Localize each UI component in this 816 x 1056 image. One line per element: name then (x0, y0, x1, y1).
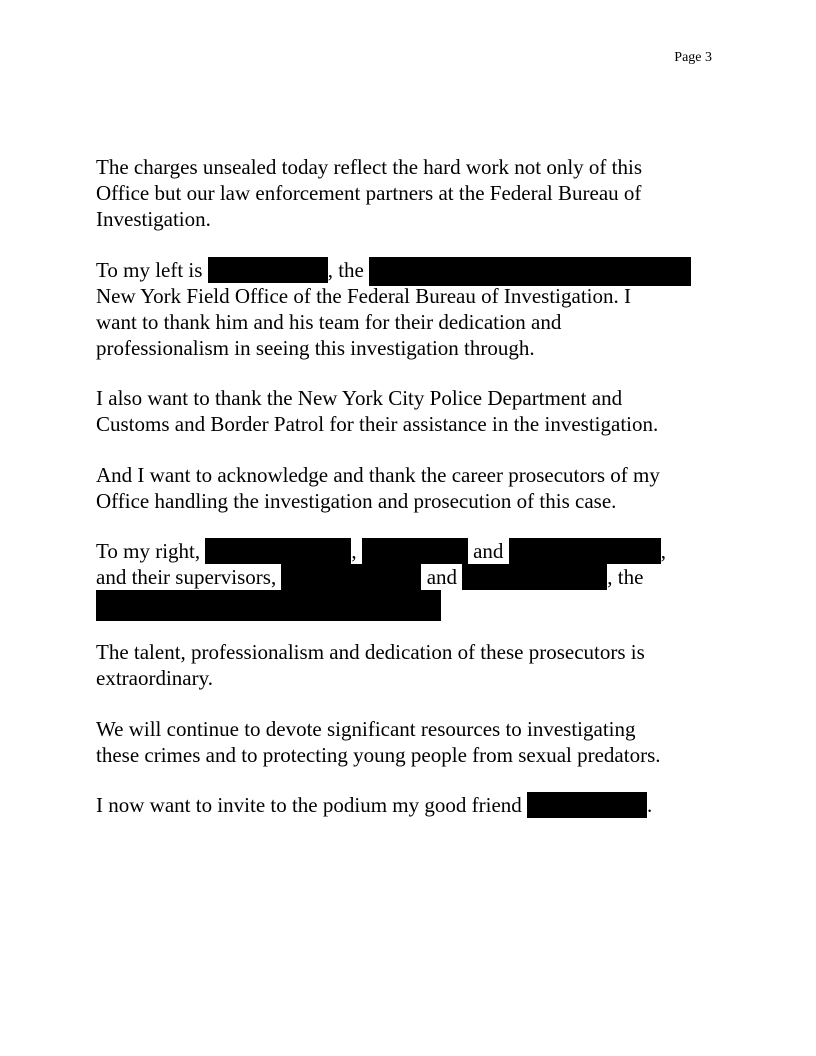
paragraph-talent (96, 639, 736, 691)
redaction-block (369, 257, 691, 286)
text-line: these crimes and to protecting young people from sexual predators. (96, 743, 661, 767)
redaction-block (362, 538, 468, 564)
text-line: Office handling the investigation and prosecution of this case. (96, 489, 617, 513)
text-segment: , the (327, 258, 370, 282)
text-line: professionalism in seeing this investigation through. (96, 336, 535, 360)
text-segment: I now want to invite to the podium my good friend (96, 793, 528, 817)
text-line (96, 590, 736, 616)
text-line (96, 792, 736, 818)
redaction-block (509, 538, 661, 564)
text-segment: and (467, 539, 509, 563)
text-segment: To my right, (96, 539, 206, 563)
text-segment: and (421, 565, 463, 589)
text-segment: To my left is (96, 258, 208, 282)
text-segment: , the (607, 565, 644, 589)
redaction-block (462, 564, 607, 590)
redaction-block (96, 590, 441, 621)
redaction-block (281, 564, 421, 590)
text-line: We will continue to devote significant resources to investigating (96, 717, 636, 741)
text-line (96, 538, 736, 564)
paragraph-prosecutor-names (96, 538, 736, 616)
text-line: And I want to acknowledge and thank the career prosecutors of my (96, 463, 660, 487)
text-line: extraordinary. (96, 666, 213, 690)
paragraph-podium-invite (96, 792, 736, 818)
text-segment: , (660, 539, 666, 563)
redaction-block (527, 792, 647, 818)
text-segment: . (647, 793, 653, 817)
text-line: The talent, professionalism and dedication of these prosecutors is (96, 640, 645, 664)
text-segment: and their supervisors, (96, 565, 282, 589)
text-line (96, 564, 736, 590)
paragraph-nypd-thanks (96, 385, 736, 437)
text-line: want to thank him and his team for their dedication and (96, 310, 562, 334)
paragraph-charges (96, 154, 736, 232)
redaction-block (208, 257, 328, 283)
paragraph-prosecutors-thanks (96, 462, 736, 514)
paragraph-fbi-thanks (96, 257, 736, 361)
text-line: New York Field Office of the Federal Bureau of Investigation. I (96, 284, 631, 308)
paragraph-resources (96, 716, 736, 768)
text-line: I also want to thank the New York City Police Department and (96, 386, 623, 410)
text-line: The charges unsealed today reflect the hard work not only of this (96, 155, 643, 179)
redaction-block (205, 538, 351, 564)
text-line (96, 257, 736, 283)
text-line: Investigation. (96, 207, 211, 231)
text-line: Office but our law enforcement partners at the Federal Bureau of (96, 181, 642, 205)
page-number: Page 3 (674, 50, 712, 65)
text-line: Customs and Border Patrol for their assistance in the investigation. (96, 412, 659, 436)
text-segment: , (351, 539, 362, 563)
